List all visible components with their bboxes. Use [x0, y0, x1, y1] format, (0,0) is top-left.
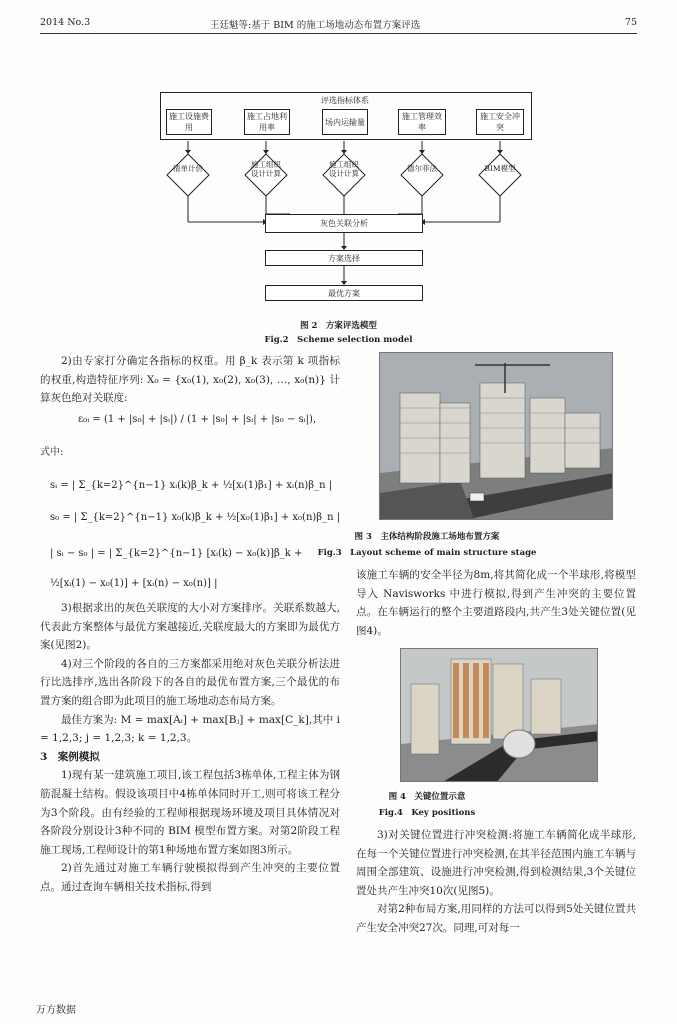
journal-issue: 2014 No.3	[40, 17, 91, 28]
paragraph: 该施工车辆的安全半径为8m,将其简化成一个半球形,将模型导入 Navisworks 中进行模拟,得到产生冲突的主要位置点。在车辆运行的整个主要道路段内,共产生3处关键位置(见图4)。	[356, 569, 636, 637]
method-diamond	[400, 153, 444, 197]
paragraph: 2)首先通过对施工车辆行驶模拟得到产生冲突的主要位置点。通过查询车辆相关技术指标,得到	[40, 862, 340, 893]
equation-main: ε₀ᵢ = (1 + |s₀| + |sᵢ|) / (1 + |s₀| + |sᵢ| + |s₀ − sᵢ|),	[78, 414, 317, 425]
figure-2-caption-cn: 图 2 方案评选模型	[300, 321, 377, 331]
figure-3-caption-cn: 图 3 主体结构阶段施工场地布置方案	[354, 532, 500, 542]
paragraph: 对第2种布局方案,用同样的方法可以得到5处关键位置共产生安全冲突27次。同理,可对每一	[356, 903, 636, 934]
figure-3-caption-en: Fig.3 Layout scheme of main structure stage	[317, 548, 537, 558]
method-label: 施工组织设计计算	[251, 160, 281, 178]
method-diamond	[166, 153, 210, 197]
equation-s0: s₀ = | Σ_{k=2}^{n−1} x₀(k)β_k + ½[x₀(1)β₁] + x₀(n)β_n |	[50, 512, 341, 523]
equation-diff-line1: | sᵢ − s₀ | = | Σ_{k=2}^{n−1} [xᵢ(k) − x₀(k)]β_k +	[50, 548, 303, 559]
equation-si: sᵢ = | Σ_{k=2}^{n−1} xᵢ(k)β_k + ½[xᵢ(1)β₁] + xᵢ(n)β_n |	[50, 480, 333, 491]
right-column-upper	[356, 566, 636, 640]
indicator-box: 场内运输量	[322, 109, 368, 135]
figure-4-image	[400, 648, 598, 782]
method-diamond	[244, 153, 288, 197]
figure-2-caption-en: Fig.2 Scheme selection model	[264, 335, 413, 345]
paragraph: 4)对三个阶段的各自的三方案都采用绝对灰色关联分析法进行比选排序,选出各阶段下的各自的最优布置方案,三个最优的布置方案的组合即为此项目的施工场地动态布局方案。	[40, 657, 340, 707]
system-title: 评选指标体系	[321, 95, 369, 105]
indicator-box: 施工安全冲突	[476, 109, 524, 135]
section-heading: 3 案例模拟	[40, 750, 100, 763]
where-label: 式中:	[40, 447, 64, 458]
step-box: 灰色关联分析	[265, 214, 423, 233]
page-number: 75	[624, 17, 637, 28]
header-rule	[40, 33, 637, 34]
paragraph: 2)由专家打分确定各指标的权重。用 β_k 表示第 k 项指标的权重,构造特征序列: X₀ = {x₀(1), x₀(2), x₀(3), …, x₀(n)} 计算灰色绝对关联度:	[40, 355, 340, 405]
step-box: 最优方案	[265, 285, 423, 301]
right-column-lower	[356, 826, 636, 938]
key-positions-render	[401, 649, 598, 782]
method-label: 施工组织设计计算	[329, 160, 359, 178]
method-label: BIM模型	[484, 164, 516, 173]
method-diamond	[322, 153, 366, 197]
paragraph: 1)现有某一建筑施工项目,该工程包括3栋单体,工程主体为钢筋混凝土结构。假设该项目中4栋单体同时开工,则可将该工程分为3个阶段。由有经验的工程师根据现场环境及项目具体情况对各阶段分别设计3种不同的 BIM 模型布置方案。对第2阶段工程施工现场,工程师设计的第1种场地布置方案如图3所示。	[40, 769, 340, 856]
article-title: 王廷魁等:基于 BIM 的施工场地动态布置方案评选	[210, 20, 421, 31]
method-label: 德尔菲法	[407, 164, 437, 173]
indicator-box: 施工占地利用率	[244, 109, 290, 135]
construction-site-render	[380, 353, 613, 520]
running-header	[40, 17, 637, 31]
paragraph: 3)对关键位置进行冲突检测:将施工车辆简化成半球形,在每一个关键位置进行冲突检测,在其半径范围内施工车辆与周围全部建筑、设施进行冲突检测,得到检测结果,3个关键位置处共产生冲突10次(见图5)。	[356, 829, 636, 897]
figure-4-caption-en: Fig.4 Key positions	[378, 808, 476, 818]
left-column	[40, 352, 340, 408]
paragraph: 3)根据求出的灰色关联度的大小对方案排序。关联系数越大,代表此方案整体与最优方案越接近,关联度最大的方案即为最优方案(见图2)。	[40, 602, 340, 652]
method-label: 清单计价	[173, 164, 203, 173]
footer-watermark: 万方数据	[36, 1005, 76, 1016]
left-column-lower	[40, 599, 340, 897]
figure-3-image	[379, 352, 613, 520]
indicator-box: 施工管理效率	[398, 109, 446, 135]
paragraph: 最佳方案为: M = max[Aᵢ] + max[Bⱼ] + max[C_k],其中 i = 1,2,3; j = 1,2,3; k = 1,2,3。	[40, 713, 340, 745]
figure-2-flowchart	[140, 90, 540, 316]
equation-diff-line2: ½[xᵢ(1) − x₀(1)] + [xᵢ(n) − x₀(n)] |	[50, 578, 218, 589]
indicator-box: 施工设施费用	[166, 109, 212, 135]
method-diamond	[478, 153, 522, 197]
figure-4-caption-cn: 图 4 关键位置示意	[388, 792, 466, 802]
step-box: 方案选择	[265, 250, 423, 266]
